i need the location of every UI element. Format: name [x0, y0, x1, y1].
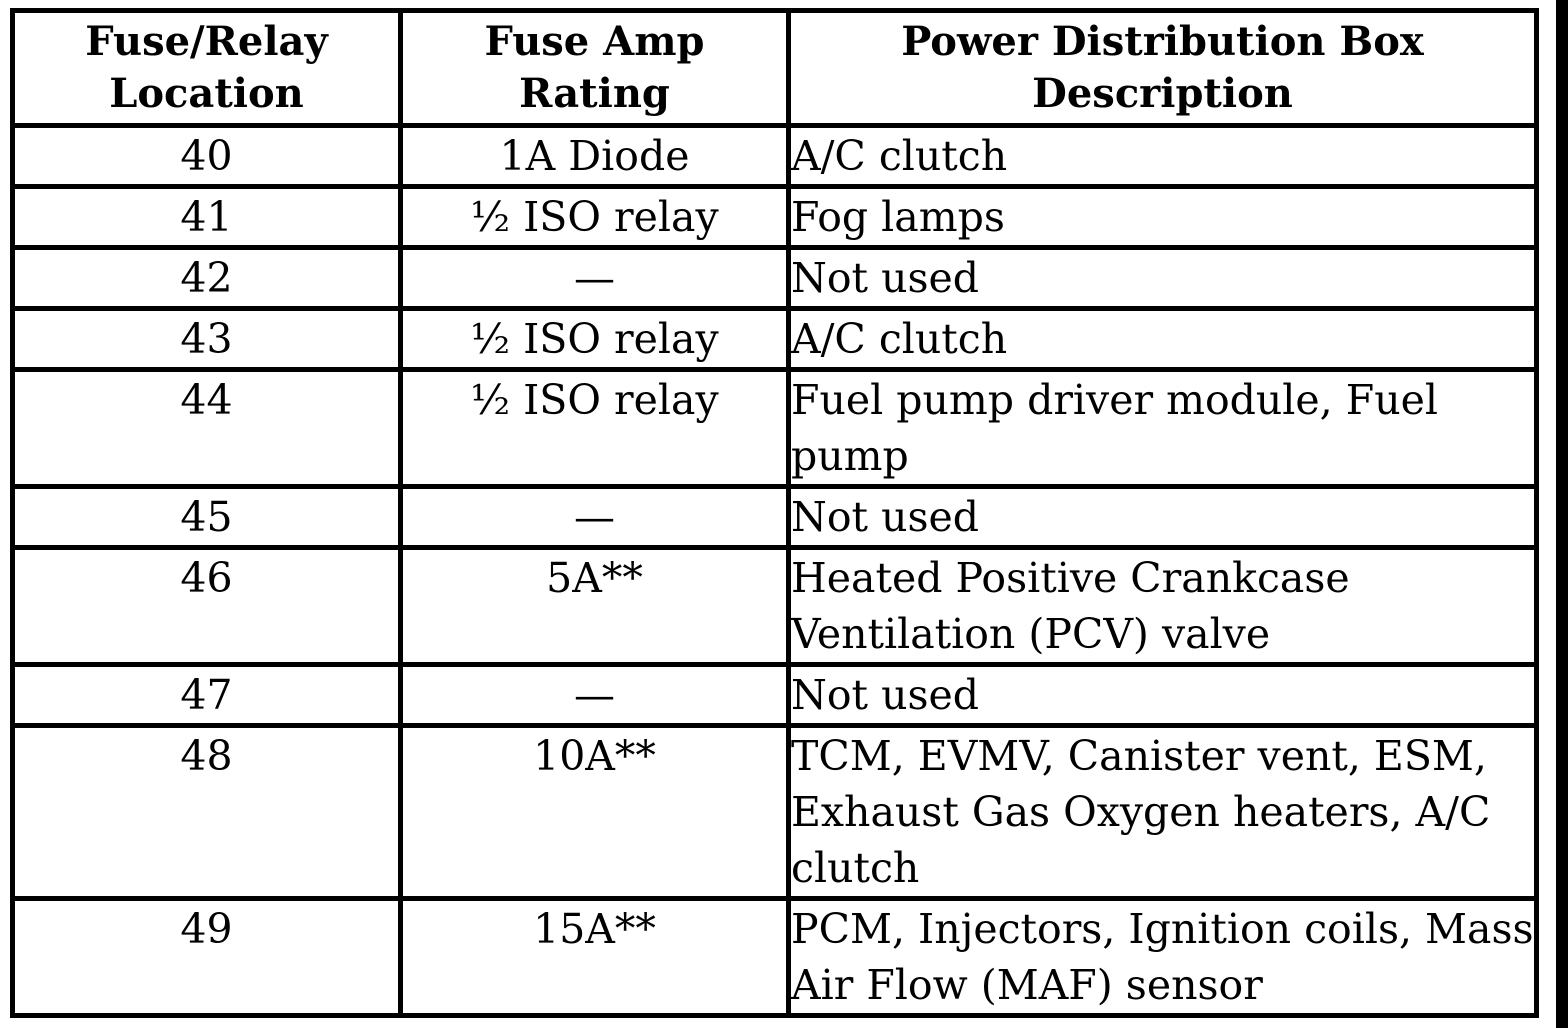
- table-row: [13, 899, 1537, 1016]
- description-cell: Heated Positive Crankcase Ventilation (PCV) valve: [789, 548, 1537, 665]
- table-row: [13, 126, 1537, 187]
- location-cell: 46: [13, 548, 401, 665]
- location-cell: 43: [13, 309, 401, 370]
- table-row: [13, 487, 1537, 548]
- amp-rating-cell: ½ ISO relay: [401, 187, 789, 248]
- amp-rating-cell: ½ ISO relay: [401, 370, 789, 487]
- table-row: [13, 309, 1537, 370]
- table-row: [13, 726, 1537, 899]
- amp-rating-cell: ½ ISO relay: [401, 309, 789, 370]
- table-row: [13, 665, 1537, 726]
- fuse-relay-table: [10, 8, 1539, 1018]
- amp-rating-cell: 10A**: [401, 726, 789, 899]
- table-header-row: [13, 11, 1537, 126]
- description-cell: Fuel pump driver module, Fuel pump: [789, 370, 1537, 487]
- location-cell: 41: [13, 187, 401, 248]
- description-cell: Not used: [789, 248, 1537, 309]
- location-cell: 42: [13, 248, 401, 309]
- location-cell: 40: [13, 126, 401, 187]
- header-amp-line-2: Rating: [519, 70, 670, 117]
- amp-rating-cell: —: [401, 248, 789, 309]
- header-description-line-1: Power Distribution Box: [901, 18, 1424, 65]
- header-amp-line-1: Fuse Amp: [484, 18, 705, 65]
- description-cell: A/C clutch: [789, 126, 1537, 187]
- amp-rating-cell: 5A**: [401, 548, 789, 665]
- description-cell: A/C clutch: [789, 309, 1537, 370]
- header-description-line-2: Description: [1032, 70, 1293, 117]
- header-description: [789, 11, 1537, 126]
- description-cell: Not used: [789, 487, 1537, 548]
- table-row: [13, 370, 1537, 487]
- amp-rating-cell: 15A**: [401, 899, 789, 1016]
- header-location-line-2: Location: [109, 70, 304, 117]
- location-cell: 48: [13, 726, 401, 899]
- table-row: [13, 187, 1537, 248]
- amp-rating-cell: —: [401, 487, 789, 548]
- amp-rating-cell: —: [401, 665, 789, 726]
- location-cell: 45: [13, 487, 401, 548]
- location-cell: 47: [13, 665, 401, 726]
- header-amp-rating: [401, 11, 789, 126]
- header-location: [13, 11, 401, 126]
- right-edge-bar: [1556, 0, 1568, 1028]
- description-cell: TCM, EVMV, Canister vent, ESM, Exhaust Gas Oxygen heaters, A/C clutch: [789, 726, 1537, 899]
- description-cell: Not used: [789, 665, 1537, 726]
- amp-rating-cell: 1A Diode: [401, 126, 789, 187]
- header-location-line-1: Fuse/Relay: [85, 18, 328, 65]
- description-cell: PCM, Injectors, Ignition coils, Mass Air Flow (MAF) sensor: [789, 899, 1537, 1016]
- location-cell: 49: [13, 899, 401, 1016]
- table-row: [13, 548, 1537, 665]
- table-row: [13, 248, 1537, 309]
- location-cell: 44: [13, 370, 401, 487]
- description-cell: Fog lamps: [789, 187, 1537, 248]
